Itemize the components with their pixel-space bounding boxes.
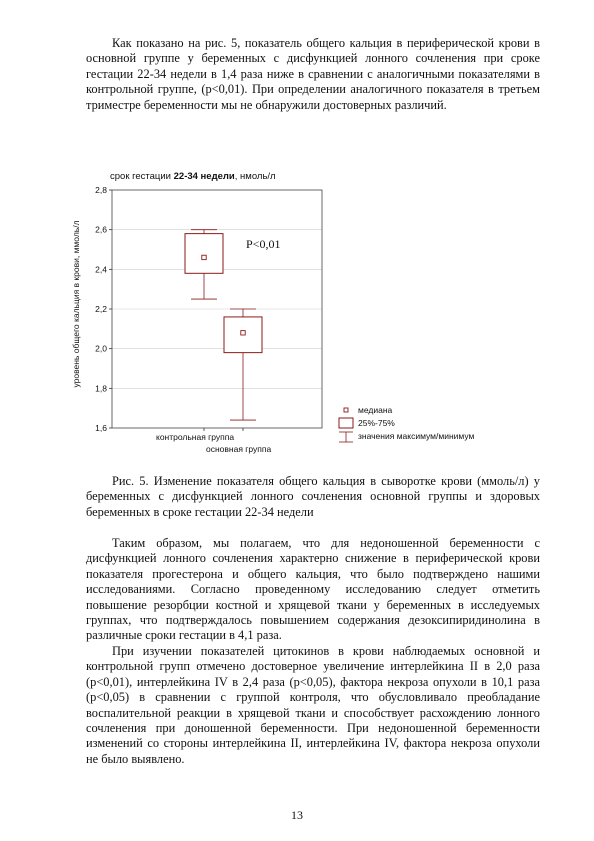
page-number: 13 bbox=[291, 808, 303, 822]
x-label-control: контрольная группа bbox=[156, 432, 235, 442]
y-tick-label: 2,6 bbox=[95, 224, 107, 235]
y-tick-label: 1,8 bbox=[95, 383, 107, 394]
median-marker bbox=[202, 255, 206, 259]
x-label-main: основная группа bbox=[206, 444, 272, 454]
y-tick-label: 2,0 bbox=[95, 343, 107, 354]
legend-range-label: значения максимум/минимум bbox=[358, 431, 475, 441]
figure-caption: Рис. 5. Изменение показателя общего кальция в сыворотке крови (ммоль/л) у беременных с дисфункцией лонного сочленения основной группы и здоровых беременных в сроке гестации 22-34 недели bbox=[86, 474, 540, 519]
legend-box-label: 25%-75% bbox=[358, 418, 395, 428]
paragraph-1: Как показано на рис. 5, показатель общего кальция в периферической крови в основной группе у беременных с дисфункцией лонного сочленения при сроке гестации 22-34 недели в 1,4 раза ниже в сравнении с аналогичными показателями в контрольной группе, (р<0,01). При определении аналогичного показателя в третьем триместре беременности мы не обнаружили достоверных различий. bbox=[86, 36, 540, 112]
box-plot-chart bbox=[60, 162, 520, 462]
legend-median-label: медиана bbox=[358, 405, 393, 415]
y-tick-label: 2,8 bbox=[95, 185, 107, 195]
plot-area bbox=[95, 185, 474, 454]
p-value-annotation: P<0,01 bbox=[246, 237, 281, 251]
y-tick-label: 2,2 bbox=[95, 304, 107, 314]
paragraph-3: При изучении показателей цитокинов в крови наблюдаемых основной и контрольной групп отмечено достоверное увеличение интерлейкина II в 2,0 раза (р<0,01), интерлейкина IV в 2,4 раза (р<0,05), фактора некроза опухоли в 10,1 раза (р<0,05) в сравнении с группой контроля, что обусловливало преобладание воспалительной реакции в хрящевой ткани и способствует расхождению лонного сочленения при доношенной беременности. При недоношенной беременности изменений со стороны интерлейкина II, интерлейкина IV, фактора некроза опухоли не было выявлено. bbox=[86, 644, 540, 766]
legend-median-symbol bbox=[344, 408, 348, 412]
y-tick-label: 1,6 bbox=[95, 423, 107, 433]
paragraph-2: Таким образом, мы полагаем, что для недоношенной беременности с дисфункцией лонного сочленения характерно снижение в периферической крови показателя прогестерона и общего кальция, что было подтверждено нашими исследованиями. Согласно проведенному исследованию следует отметить повышение резорбции костной и хрящевой ткани у беременных в исследуемых группах, что подтверждалось повышением содержания дезоксипиридинолина в различные сроки гестации в 4,1 раза. bbox=[86, 536, 540, 643]
legend-box-symbol bbox=[339, 418, 353, 428]
box-iqr bbox=[185, 234, 223, 274]
chart-title: срок гестации 22-34 недели, нмоль/л bbox=[110, 171, 276, 182]
y-tick-label: 2,4 bbox=[95, 264, 107, 275]
y-axis-label: уровень общего кальция в крови, ммоль/л bbox=[71, 220, 81, 388]
median-marker bbox=[241, 331, 245, 335]
